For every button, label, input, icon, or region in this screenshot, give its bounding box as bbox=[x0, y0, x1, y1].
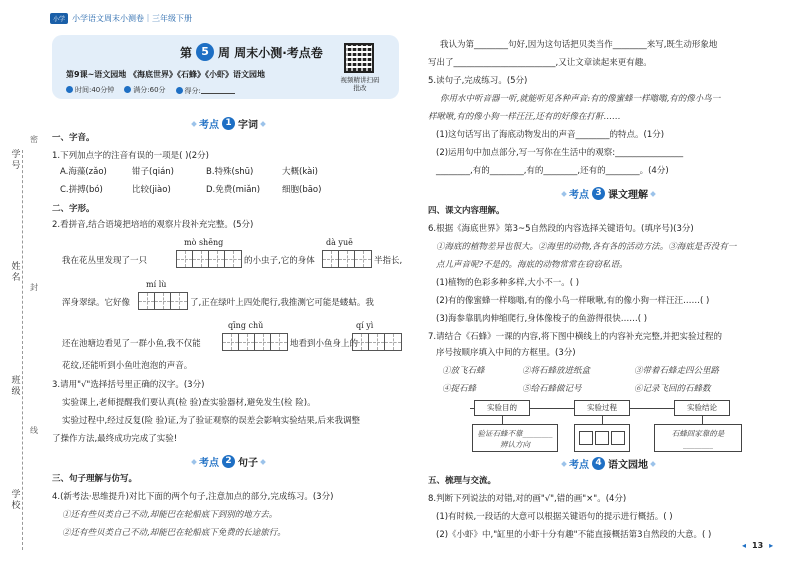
series-logo: 小学 bbox=[50, 13, 68, 24]
char-grid-3[interactable] bbox=[138, 292, 188, 310]
school-label: 学校 bbox=[11, 490, 21, 511]
q4-sentence-1: ①还有些贝类自己不动,却能巴在轮船底下到别的地方去。 bbox=[62, 510, 278, 520]
part-five-title: 五、梳理与交流。 bbox=[428, 476, 497, 486]
q7-option-5: ⑤给石蜂做记号 bbox=[522, 384, 582, 394]
passage-line-1a: 我在花丛里发现了一只 bbox=[62, 256, 148, 266]
process-slot[interactable] bbox=[611, 431, 625, 445]
passage-line-3a: 还在池塘边看见了一群小鱼,我不仅能 bbox=[62, 339, 201, 349]
section-number: 2 bbox=[222, 455, 235, 468]
q1-option-a2[interactable]: 钳子(qián) bbox=[132, 167, 174, 177]
banner-title bbox=[180, 43, 323, 61]
q7-option-1: ①放飞石蜂 bbox=[442, 366, 485, 376]
time-info: 时间:40分钟 bbox=[66, 85, 114, 96]
q8-item-2[interactable]: (2)《小虾》中,"缸里的小虾十分有趣"不能直接概括第3自然段的大意。( ) bbox=[436, 530, 712, 540]
qr-code-pattern bbox=[346, 45, 372, 71]
flow-box-process[interactable] bbox=[574, 424, 630, 452]
q6-sentences-2: 点儿声音呢?不是的。海底的动物常常在窃窃私语。 bbox=[436, 260, 628, 270]
q5-part-2[interactable]: (2)运用句中加点部分,写一写你在生活中的观察:________________ bbox=[436, 148, 684, 158]
q7-option-2: ②将石蜂放进纸盒 bbox=[522, 366, 591, 376]
q7-option-4: ④捉石蜂 bbox=[442, 384, 477, 394]
flow-box-conclusion[interactable]: 石蜂回家靠的是________ bbox=[654, 424, 742, 452]
passage-line-2a: 浑身翠绿。它好像 bbox=[62, 298, 131, 308]
section-prefix: 考点 bbox=[569, 190, 589, 201]
question-7-cont: 序号按顺序填入中间的方框里。(3分) bbox=[436, 348, 576, 358]
title-prefix: 第 bbox=[180, 45, 193, 60]
char-grid-1[interactable] bbox=[176, 250, 242, 268]
header-strip bbox=[50, 13, 192, 24]
score-field[interactable]: 得分: bbox=[176, 85, 235, 96]
q7-option-3: ③带着石蜂走四公里路 bbox=[634, 366, 720, 376]
pinyin-5: qí yì bbox=[356, 321, 374, 330]
week-number-badge: 5 bbox=[196, 43, 214, 61]
cut-mark-2: 封 bbox=[30, 283, 38, 292]
q6-item-2[interactable]: (2)有的像蜜蜂一样嗡嗡,有的像小鸟一样啾啾,有的像小狗一样汪汪……( ) bbox=[436, 296, 710, 306]
section-number: 4 bbox=[592, 457, 605, 470]
name-label: 姓名 bbox=[11, 262, 21, 283]
q3-line-2[interactable]: 实验过程中,经过反复(险 验)证,为了验证观察的误差会影响实验结果,后来我调整 bbox=[62, 416, 360, 426]
q1-option-b2[interactable]: 大概(kài) bbox=[282, 167, 318, 177]
q4-answer-line-1[interactable]: 我认为第________句好,因为这句话把贝类当作________来写,既生动形象地 bbox=[440, 40, 718, 50]
pinyin-2: dà yuē bbox=[326, 238, 353, 247]
process-slot[interactable] bbox=[595, 431, 609, 445]
q6-item-3[interactable]: (3)海参靠肌肉伸缩爬行,身体像梭子的鱼游得很快……( ) bbox=[436, 314, 648, 324]
q4-sentence-2: ②还有些贝类自己不动,却能巴在轮船底下免费的长途旅行。 bbox=[62, 528, 286, 538]
passage-line-1b: 的小虫子,它的身体 bbox=[244, 256, 315, 266]
part-three-title: 三、句子理解与仿写。 bbox=[52, 474, 138, 484]
section-name: 句子 bbox=[238, 458, 258, 469]
q6-sentences-1: ①海底的植物差异也很大。②海里的动物,各有各的活动方法。③海底是否没有一 bbox=[436, 242, 737, 252]
cut-line bbox=[22, 150, 23, 550]
q7-option-6: ⑥记录飞回的石蜂数 bbox=[634, 384, 711, 394]
section-name: 语文园地 bbox=[608, 460, 648, 471]
q5-passage-2: 样啾啾,有的像小狗一样汪汪,还有的好像在打鼾…… bbox=[428, 112, 621, 122]
q1-option-c1[interactable]: C.拼搏(bó) bbox=[60, 185, 103, 195]
question-4: 4.(新考法·思维提升)对比下面的两个句子,注意加点的部分,完成练习。(3分) bbox=[52, 492, 334, 502]
passage-line-1c: 半指长, bbox=[374, 256, 403, 266]
title-banner bbox=[52, 35, 399, 99]
passage-line-3b: 地看到小鱼身上的 bbox=[290, 339, 359, 349]
char-grid-2[interactable] bbox=[322, 250, 372, 268]
section-prefix: 考点 bbox=[199, 458, 219, 469]
q5-part-3[interactable]: ________,有的________,有的________,还有的________。(4分) bbox=[436, 166, 669, 176]
flow-label-process: 实验过程 bbox=[574, 400, 630, 416]
prev-arrow-icon[interactable]: ◂ bbox=[742, 541, 747, 550]
section-number: 3 bbox=[592, 187, 605, 200]
q5-part-1[interactable]: (1)这句话写出了海底动物发出的声音________的特点。(1分) bbox=[436, 130, 665, 140]
question-6: 6.根据《海底世界》第3~5自然段的内容选择关键语句。(填序号)(3分) bbox=[428, 224, 694, 234]
passage-line-4: 花纹,还能听到小鱼吐泡泡的声音。 bbox=[62, 361, 193, 371]
clock-icon bbox=[66, 86, 73, 93]
flow-label-purpose: 实验目的 bbox=[474, 400, 530, 416]
section-prefix: 考点 bbox=[199, 120, 219, 131]
student-no-label: 学号 bbox=[11, 150, 21, 171]
exam-meta bbox=[66, 85, 235, 96]
pinyin-3: mí lù bbox=[146, 280, 167, 289]
question-3: 3.请用"√"选择括号里正确的汉字。(3分) bbox=[52, 380, 205, 390]
lesson-scope: 第9课~语文园地 《海底世界》《石蜂》《小虾》语文园地 bbox=[66, 70, 266, 79]
q6-item-1[interactable]: (1)植物的色彩多种多样,大小不一。( ) bbox=[436, 278, 580, 288]
passage-line-2b: 了,正在绿叶上四处爬行,我推测它可能是蝼蛄。我 bbox=[190, 298, 374, 308]
q1-option-a1[interactable]: A.海藻(zǎo) bbox=[60, 167, 107, 177]
section-heading-4 bbox=[562, 456, 655, 471]
q1-option-c2[interactable]: 比较(jiào) bbox=[132, 185, 171, 195]
question-7: 7.请结合《石蜂》一课的内容,将下图中横线上的内容补充完整,并把实验过程的 bbox=[428, 332, 723, 342]
section-heading-1 bbox=[192, 116, 265, 131]
question-8: 8.判断下列说法的对错,对的画"√",错的画"×"。(4分) bbox=[428, 494, 627, 504]
flow-box-purpose[interactable]: 验证石蜂不靠________辨认方向 bbox=[472, 424, 558, 452]
q5-passage-1: 你用水中听音器一听,就能听见各种声音:有的像蜜蜂一样嗡嗡,有的像小鸟一 bbox=[440, 94, 721, 104]
pinyin-1: mò shēng bbox=[184, 238, 224, 247]
cut-mark-1: 密 bbox=[30, 135, 38, 144]
class-label: 班级 bbox=[11, 376, 21, 397]
part-one-title: 一、字音。 bbox=[52, 133, 95, 143]
q3-line-3: 了操作方法,最终成功完成了实验! bbox=[52, 434, 178, 444]
section-name: 课文理解 bbox=[608, 190, 648, 201]
section-heading-2 bbox=[192, 454, 265, 469]
q1-option-d1[interactable]: D.免费(miǎn) bbox=[206, 185, 261, 195]
series-title: 小学语文周末小测卷｜三年级下册 bbox=[72, 14, 193, 23]
question-2: 2.看拼音,结合语境把培培的观察片段补充完整。(5分) bbox=[52, 220, 254, 230]
process-slot[interactable] bbox=[579, 431, 593, 445]
section-heading-3 bbox=[562, 186, 655, 201]
next-arrow-icon[interactable]: ▸ bbox=[769, 541, 774, 550]
pinyin-4: qīng chǔ bbox=[228, 321, 264, 330]
question-1: 1.下列加点字的注音有误的一项是( )(2分) bbox=[52, 151, 209, 161]
char-grid-4[interactable] bbox=[222, 333, 288, 351]
question-5: 5.读句子,完成练习。(5分) bbox=[428, 76, 528, 86]
part-two-title: 二、字形。 bbox=[52, 204, 95, 214]
cut-mark-3: 线 bbox=[30, 426, 38, 435]
flow-tick bbox=[602, 416, 603, 424]
char-grid-5[interactable] bbox=[352, 333, 402, 351]
section-prefix: 考点 bbox=[569, 460, 589, 471]
flow-label-conclusion: 实验结论 bbox=[674, 400, 730, 416]
flow-tick bbox=[702, 416, 703, 424]
q3-line-1[interactable]: 实验课上,老师提醒我们要认真(检 验)查实验器材,避免发生(检 险)。 bbox=[62, 398, 316, 408]
section-name: 字词 bbox=[238, 120, 258, 131]
star-icon bbox=[124, 86, 131, 93]
page-number bbox=[742, 541, 773, 550]
title-suffix: 周 周末小测·考点卷 bbox=[218, 45, 323, 60]
part-four-title: 四、课文内容理解。 bbox=[428, 206, 505, 216]
pencil-icon bbox=[176, 87, 183, 94]
full-score-info: 满分:60分 bbox=[124, 85, 165, 96]
flow-tick bbox=[502, 416, 503, 424]
q4-answer-line-2[interactable]: 写出了________________________,又让文章读起来更有趣。 bbox=[428, 58, 652, 68]
section-number: 1 bbox=[222, 117, 235, 130]
qr-caption: 视频精讲扫码批改 bbox=[340, 76, 380, 92]
binding-margin bbox=[0, 0, 46, 566]
q1-option-d2[interactable]: 细胞(bāo) bbox=[282, 185, 322, 195]
q8-item-1[interactable]: (1)有时候,一段话的大意可以根据关键语句的提示进行概括。( ) bbox=[436, 512, 673, 522]
q1-option-b1[interactable]: B.特殊(shū) bbox=[206, 167, 254, 177]
page-number-value: 13 bbox=[752, 541, 764, 550]
